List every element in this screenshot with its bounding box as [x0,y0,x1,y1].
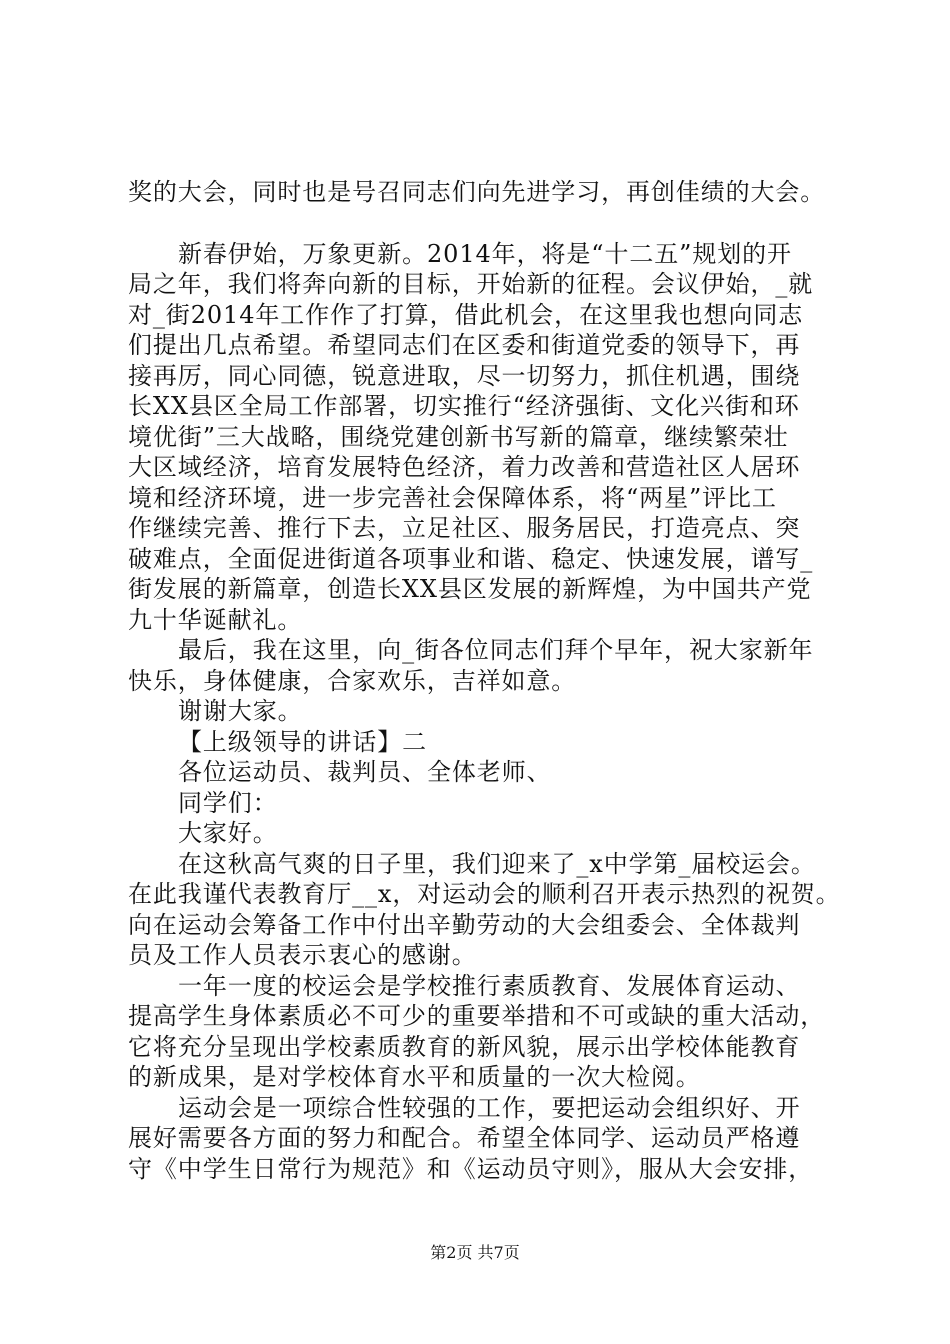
salutation-line: 同学们： [178,789,278,817]
text-line: 最后，我在这里，向_街各位同志们拜个早年，祝大家新年 [178,636,814,664]
salutation-line: 各位运动员、裁判员、全体老师、 [178,758,552,786]
page-footer: 第2页 共7页 [430,1243,520,1262]
text-line: 对_街2014年工作作了打算，借此机会，在这里我也想向同志 [128,301,804,329]
text-line: 谢谢大家。 [178,697,303,725]
text-line: 境优街”三大战略，围绕党建创新书写新的篇章，继续繁荣壮 [128,423,789,451]
text-line: 奖的大会，同时也是号召同志们向先进学习，再创佳绩的大会。 [128,178,826,206]
text-line: 破难点，全面促进街道各项事业和谐、稳定、快速发展，谱写_ [128,545,814,573]
text-line: 它将充分呈现出学校素质教育的新风貌，展示出学校体能教育 [128,1033,801,1061]
text-line: 一年一度的校运会是学校推行素质教育、发展体育运动、 [178,972,801,1000]
text-line: 的新成果，是对学校体育水平和质量的一次大检阅。 [128,1063,701,1091]
text-line: 新春伊始，万象更新。2014年，将是“十二五”规划的开 [178,240,792,268]
section-heading: 【上级领导的讲话】二 [178,728,427,756]
text-line: 员及工作人员表示衷心的感谢。 [128,941,477,969]
text-line: 们提出几点希望。希望同志们在区委和街道党委的领导下，再 [128,331,801,359]
text-line: 在这秋高气爽的日子里，我们迎来了_x中学第_届校运会。 [178,850,816,878]
text-line: 街发展的新篇章，创造长XX县区发展的新辉煌，为中国共产党 [128,575,812,603]
text-line: 运动会是一项综合性较强的工作，要把运动会组织好、开 [178,1094,801,1122]
text-line: 展好需要各方面的努力和配合。希望全体同学、运动员严格遵 [128,1124,801,1152]
text-line: 守《中学生日常行为规范》和《运动员守则》，服从大会安排， [128,1155,814,1183]
text-line: 快乐，身体健康，合家欢乐，吉祥如意。 [128,667,577,695]
text-line: 向在运动会筹备工作中付出辛勤劳动的大会组委会、全体裁判 [128,911,801,939]
text-line: 在此我谨代表教育厅__x，对运动会的顺利召开表示热烈的祝贺。 [128,880,841,908]
text-line: 长XX县区全局工作部署，切实推行“经济强街、文化兴街和环 [128,392,800,420]
greeting-line: 大家好。 [178,819,278,847]
text-line: 作继续完善、推行下去，立足社区、服务居民，打造亮点、突 [128,514,801,542]
text-line: 接再厉，同心同德，锐意进取，尽一切努力，抓住机遇，围绕 [128,362,801,390]
text-line: 局之年，我们将奔向新的目标，开始新的征程。会议伊始，_就 [128,270,814,298]
text-line: 境和经济环境，进一步完善社会保障体系，将“两星”评比工 [128,484,777,512]
text-line: 大区域经济，培育发展特色经济，着力改善和营造社区人居环 [128,453,801,481]
text-line: 九十华诞献礼。 [128,606,303,634]
text-line: 提高学生身体素质必不可少的重要举措和不可或缺的重大活动， [128,1002,826,1030]
